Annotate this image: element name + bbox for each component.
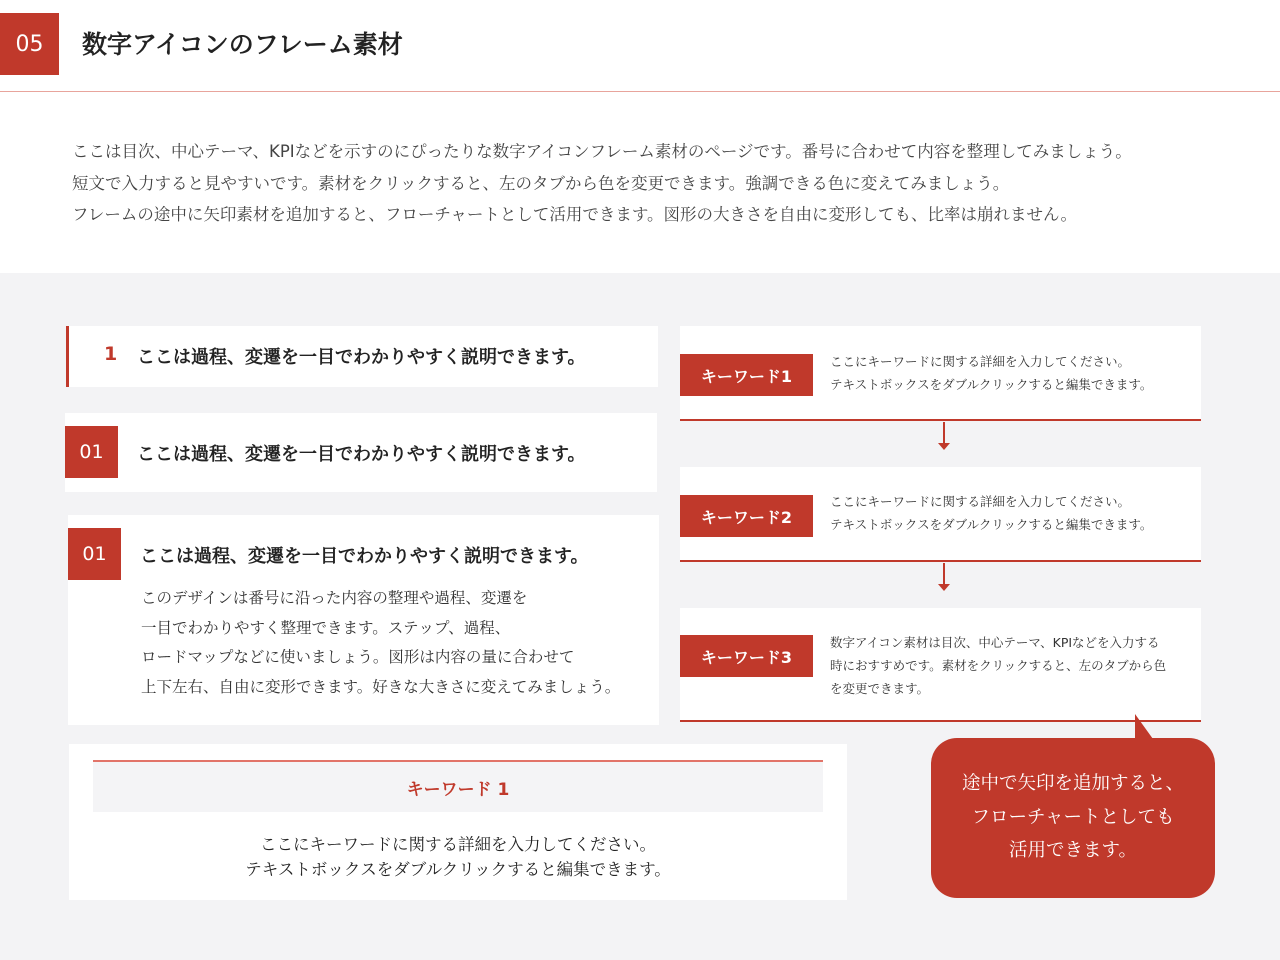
number-badge: 01 [65,426,118,478]
frame-number: 1 [104,343,118,365]
bubble-line: 活用できます。 [1008,840,1138,861]
speech-bubble-tail [1135,714,1153,739]
frame-text: ここは過程、変遷を一目でわかりやすく説明できます。 [137,347,586,368]
number-badge: 01 [68,528,121,580]
flow-line: ここにキーワードに関する詳細を入力してください。 [830,354,1131,369]
number-frame-with-body[interactable] [68,515,659,725]
body-line: ロードマップなどに使いましょう。図形は内容の量に合わせて [141,648,575,666]
flow-line: 時におすすめです。素材をクリックすると、左のタブから色 [830,658,1167,673]
down-arrow-icon [938,422,950,452]
frame-title: ここは過程、変遷を一目でわかりやすく説明できます。 [140,546,589,567]
bubble-line: 途中で矢印を追加すると、 [961,773,1184,794]
intro-line: ここは目次、中心テーマ、KPIなどを示すのにぴったりな数字アイコンフレーム素材のページです。番号に合わせて内容を整理してみましょう。 [72,142,1132,161]
flow-line: テキストボックスをダブルクリックすると編集できます。 [830,377,1153,392]
flow-description [830,350,1152,396]
intro-line: 短文で入力すると見やすいです。素材をクリックすると、左のタブから色を変更できます。強調できる色に変えてみましょう。 [72,173,1010,193]
flow-line: テキストボックスをダブルクリックすると編集できます。 [830,517,1153,532]
body-line: このデザインは番号に沿った内容の整理や過程、変遷を [141,589,528,607]
flow-line: ここにキーワードに関する詳細を入力してください。 [830,494,1131,509]
flow-line: 数字アイコン素材は目次、中心テーマ、KPIなどを入力する [830,635,1160,650]
number-frame-box[interactable] [65,413,657,492]
flow-line: を変更できます。 [830,681,930,696]
flow-step-2[interactable] [680,467,1201,562]
keyword-frame[interactable] [69,744,847,900]
bubble-line: フローチャートとしても [971,806,1175,828]
page-title: 数字アイコンのフレーム素材 [82,30,403,59]
flow-description [830,490,1152,536]
speech-bubble[interactable] [931,738,1215,898]
flow-description [830,631,1166,700]
flow-step-1[interactable] [680,326,1201,421]
keyword-detail-line: テキストボックスをダブルクリックすると編集できます。 [245,860,671,879]
frame-body [141,584,620,702]
flow-keyword-badge: キーワード1 [680,354,813,396]
page-header [0,0,1280,92]
flow-keyword-badge: キーワード3 [680,635,813,677]
flow-keyword-badge: キーワード2 [680,495,813,537]
body-line: 一目でわかりやすく整理できます。ステップ、過程、 [141,618,511,637]
flow-step-3[interactable] [680,608,1201,722]
section-number-badge: 05 [0,13,59,75]
frame-text: ここは過程、変遷を一目でわかりやすく説明できます。 [137,444,586,465]
keyword-label: キーワード 1 [406,779,510,800]
intro-text [72,136,1232,231]
number-frame-simple[interactable] [66,326,658,387]
keyword-bar [93,760,823,812]
keyword-detail-line: ここにキーワードに関する詳細を入力してください。 [260,835,656,854]
down-arrow-icon [938,563,950,593]
intro-line: フレームの途中に矢印素材を追加すると、フローチャートとして活用できます。図形の大きさを自由に変形しても、比率は崩れません。 [72,205,1078,224]
body-line: 上下左右、自由に変形できます。好きな大きさに変えてみましょう。 [141,677,621,696]
